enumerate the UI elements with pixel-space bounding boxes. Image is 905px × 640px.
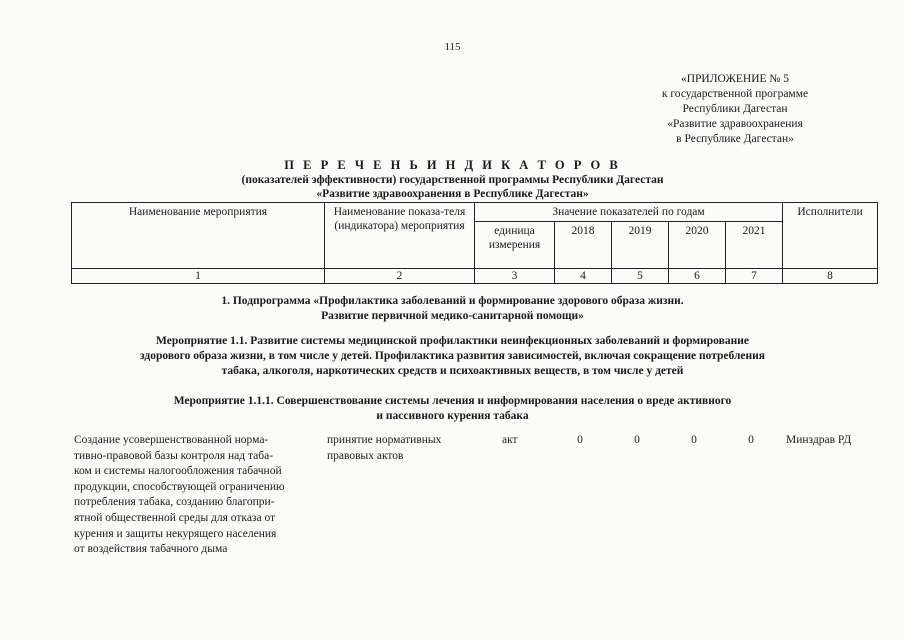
appendix-line: Республики Дагестан — [682, 103, 788, 115]
row-value-2021: 0 — [748, 434, 754, 446]
indicators-table-header — [71, 202, 878, 284]
subprogram-heading — [0, 294, 905, 324]
row-value-2020: 0 — [691, 434, 697, 446]
column-number: 4 — [555, 269, 612, 284]
header-values-by-year: Значение показателей по годам — [475, 203, 783, 222]
row-indicator-name — [327, 433, 467, 464]
row-text-line: правовых актов — [327, 449, 404, 462]
measure-line: Мероприятие 1.1. Развитие системы медицинской профилактики неинфекционных заболеваний и формирование — [156, 335, 749, 347]
column-number: 7 — [726, 269, 783, 284]
row-text-line: от воздействия табачного дыма — [74, 543, 228, 556]
column-number: 3 — [475, 269, 555, 284]
row-text-line: курения и защиты некурящего населения — [74, 527, 277, 540]
appendix-note — [605, 72, 865, 147]
measure-line: Мероприятие 1.1.1. Совершенствование системы лечения и информирования населения о вреде активного — [173, 395, 732, 407]
column-number: 5 — [612, 269, 669, 284]
row-text-line: тивно-правовой базы контроля над таба- — [74, 449, 274, 462]
header-year-2021: 2021 — [726, 222, 783, 269]
row-text-line: продукции, способствующей ограничению — [74, 480, 285, 493]
header-indicator-name: Наименование показа-теля (индикатора) мероприятия — [325, 203, 475, 269]
row-value-2018: 0 — [577, 434, 583, 446]
row-value-2019: 0 — [634, 434, 640, 446]
appendix-line: к государственной программе — [661, 88, 809, 100]
column-number: 2 — [325, 269, 475, 284]
row-measure-name — [74, 433, 314, 558]
heading-program-name: «Развитие здравоохранения в Республике Дагестан» — [316, 188, 589, 200]
row-unit: акт — [502, 434, 518, 446]
header-year-2018: 2018 — [555, 222, 612, 269]
column-number: 8 — [783, 269, 878, 284]
heading-title: П Е Р Е Ч Е Н Ь И Н Д И К А Т О Р О В — [284, 158, 621, 172]
appendix-line: в Республике Дагестан» — [676, 133, 794, 145]
row-text-line: Создание усовершенствованной норма- — [74, 434, 269, 446]
measure-1-1-heading — [0, 334, 905, 379]
subprogram-line: Развитие первичной медико-санитарной помощи» — [321, 310, 584, 322]
row-text-line: принятие нормативных — [327, 434, 442, 446]
column-number: 6 — [669, 269, 726, 284]
document-heading — [0, 157, 905, 201]
header-unit: единица измерения — [475, 222, 555, 269]
measure-line: и пассивного курения табака — [376, 410, 529, 422]
row-text-line: ком и системы налогообложения табачной — [74, 465, 282, 478]
subprogram-line: 1. Подпрограмма «Профилактика заболеваний и формирование здорового образа жизни. — [221, 295, 684, 307]
measure-1-1-1-heading — [0, 394, 905, 424]
row-executor: Минздрав РД — [786, 434, 852, 446]
measure-line: здорового образа жизни, в том числе у детей. Профилактика развития зависимостей, включая сокращение потребления — [140, 350, 765, 362]
appendix-line: «Развитие здравоохранения — [667, 118, 803, 130]
appendix-line: «ПРИЛОЖЕНИЕ № 5 — [680, 73, 789, 85]
heading-subtitle: (показателей эффективности) государственной программы Республики Дагестан — [241, 174, 664, 186]
measure-line: табака, алкоголя, наркотических средств и психоактивных веществ, в том числе у детей — [221, 365, 684, 377]
header-measure-name: Наименование мероприятия — [72, 203, 325, 269]
header-year-2019: 2019 — [612, 222, 669, 269]
header-year-2020: 2020 — [669, 222, 726, 269]
column-number: 1 — [72, 269, 325, 284]
row-text-line: ятной общественной среды для отказа от — [74, 511, 276, 524]
page-number: 115 — [444, 41, 461, 53]
row-text-line: потребления табака, созданию благопри- — [74, 496, 275, 509]
header-executors: Исполнители — [783, 203, 878, 269]
